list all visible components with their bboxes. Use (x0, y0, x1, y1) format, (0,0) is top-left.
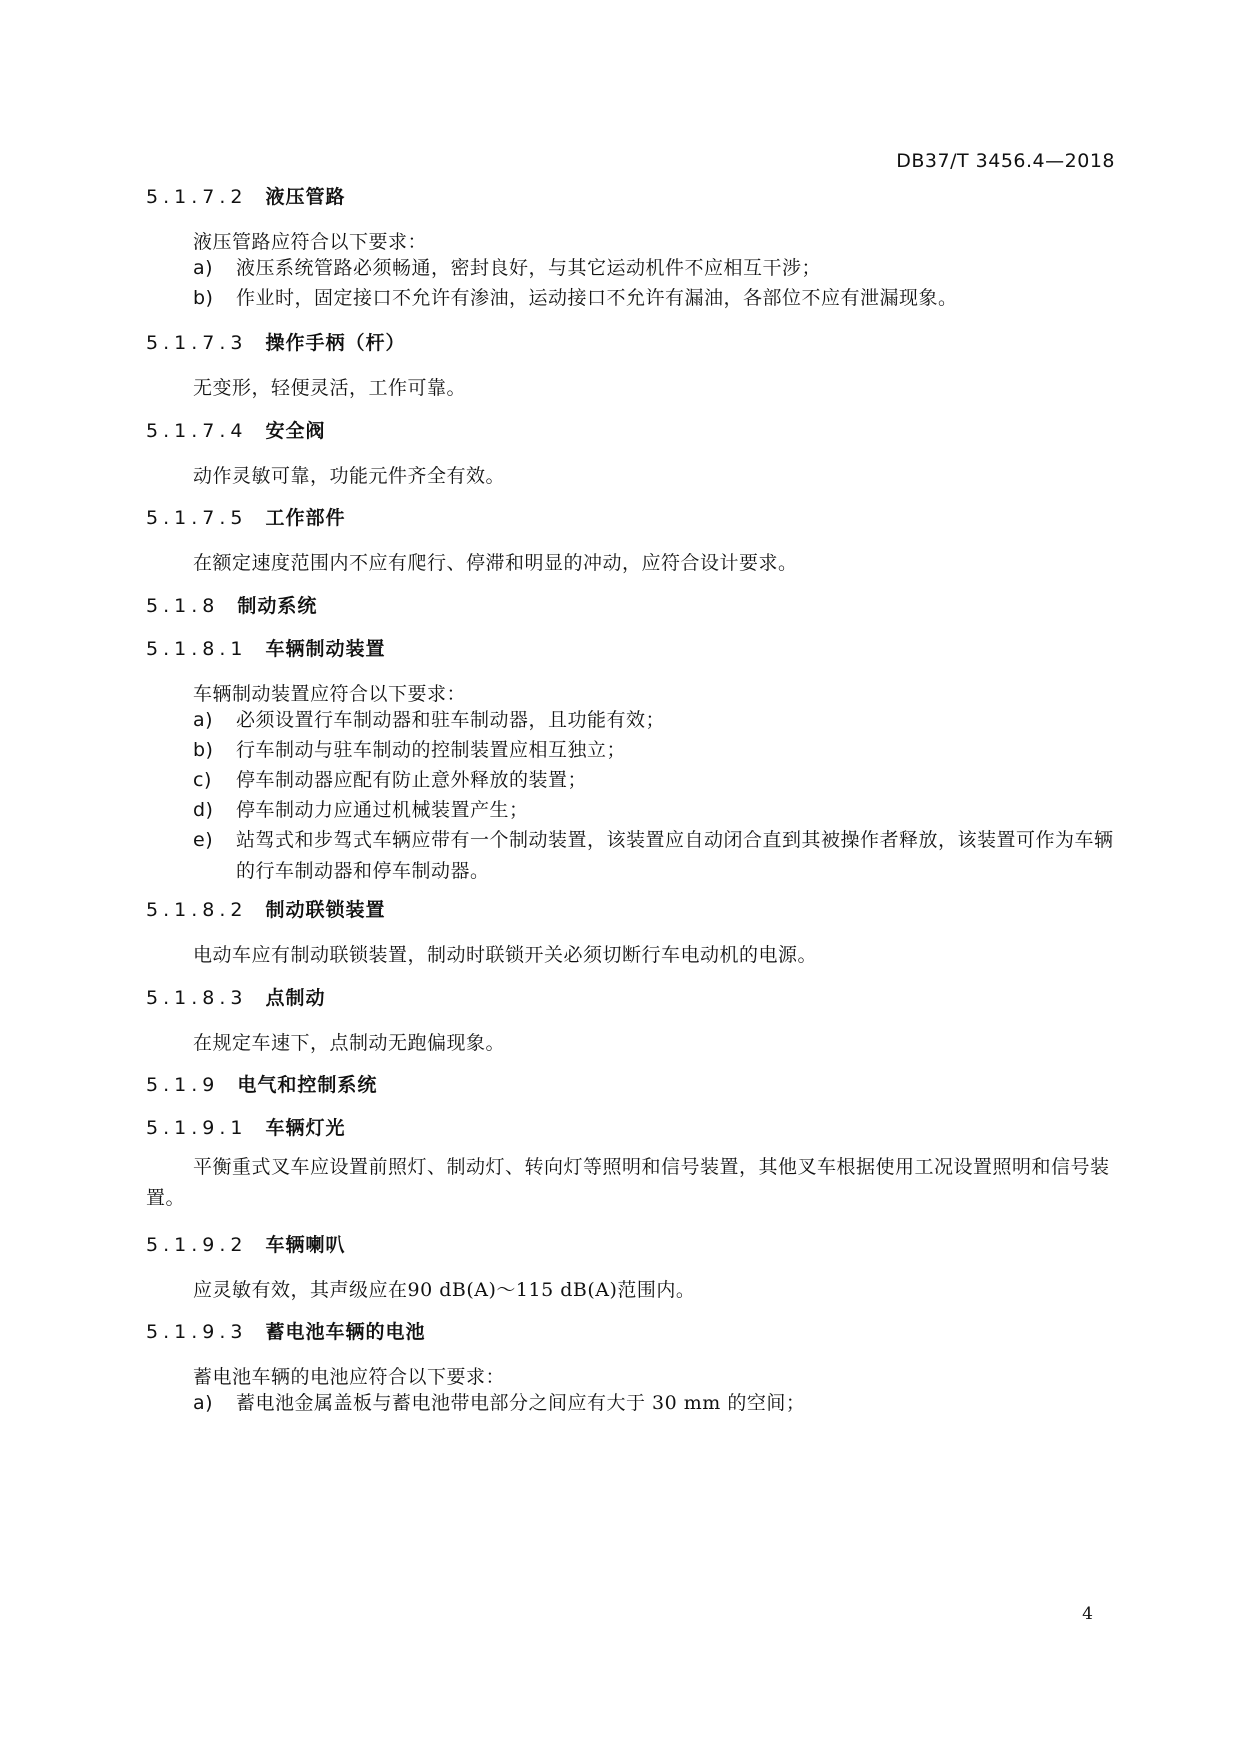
list-item (193, 1388, 1128, 1419)
list-label: c) (193, 769, 212, 791)
paragraph: 在规定车速下，点制动无跑偏现象。 (193, 1032, 506, 1054)
list-text: 液压系统管路必须畅通，密封良好，与其它运动机件不应相互干涉； (236, 257, 822, 279)
section-heading (146, 416, 326, 443)
list-text: 站驾式和步驾式车辆应带有一个制动装置，该装置应自动闭合直到其被操作者释放，该装置可作为车辆的行车制动器和停车制动器。 (236, 829, 1114, 882)
section-heading (146, 1070, 377, 1097)
list-item (193, 825, 1128, 887)
section-number: 5.1.8.3 (146, 987, 248, 1009)
paragraph: 液压管路应符合以下要求： (193, 231, 428, 253)
section-title: 电气和控制系统 (237, 1074, 378, 1096)
section-heading (146, 983, 326, 1010)
section-title: 液压管路 (265, 186, 346, 208)
section-number: 5.1.9 (146, 1074, 220, 1096)
list-text: 必须设置行车制动器和驻车制动器，且功能有效； (236, 709, 666, 731)
section-heading (146, 634, 386, 661)
section-number: 5.1.9.3 (146, 1321, 248, 1343)
section-heading (146, 1230, 346, 1257)
section-title: 车辆喇叭 (265, 1234, 346, 1256)
paragraph: 动作灵敏可靠，功能元件齐全有效。 (193, 465, 506, 487)
list-item (193, 735, 1128, 766)
list-item (193, 765, 1128, 796)
section-heading (146, 895, 386, 922)
paragraph: 车辆制动装置应符合以下要求： (193, 683, 467, 705)
list-text: 停车制动器应配有防止意外释放的装置； (236, 769, 588, 791)
section-title: 制动系统 (237, 595, 318, 617)
section-number: 5.1.8.1 (146, 638, 248, 660)
list-item (193, 795, 1128, 826)
paragraph: 应灵敏有效，其声级应在90 dB(A)～115 dB(A)范围内。 (193, 1279, 696, 1301)
list-item (193, 253, 1128, 284)
list-text: 行车制动与驻车制动的控制装置应相互独立； (236, 739, 627, 761)
section-number: 5.1.9.2 (146, 1234, 248, 1256)
list-label: d) (193, 799, 214, 821)
page-number: 4 (1082, 1604, 1093, 1624)
list-label: a) (193, 1392, 214, 1414)
section-heading (146, 1317, 426, 1344)
document-code: DB37/T 3456.4—2018 (896, 150, 1115, 172)
section-number: 5.1.8 (146, 595, 220, 617)
list-item (193, 705, 1128, 736)
section-heading (146, 182, 346, 209)
list-text: 停车制动力应通过机械装置产生； (236, 799, 529, 821)
section-heading (146, 1113, 346, 1140)
section-heading (146, 328, 406, 355)
paragraph: 平衡重式叉车应设置前照灯、制动灯、转向灯等照明和信号装置，其他叉车根据使用工况设置照明和信号装置。 (146, 1156, 1110, 1209)
paragraph: 无变形，轻便灵活，工作可靠。 (193, 377, 467, 399)
section-title: 安全阀 (265, 420, 326, 442)
section-number: 5.1.7.4 (146, 420, 248, 442)
list-label: a) (193, 709, 214, 731)
section-title: 车辆灯光 (265, 1117, 346, 1139)
section-number: 5.1.7.3 (146, 332, 248, 354)
section-number: 5.1.9.1 (146, 1117, 248, 1139)
section-title: 车辆制动装置 (265, 638, 386, 660)
list-label: b) (193, 739, 214, 761)
section-heading (146, 591, 317, 618)
section-title: 制动联锁装置 (265, 899, 386, 921)
paragraph: 蓄电池车辆的电池应符合以下要求： (193, 1366, 506, 1388)
paragraph: 在额定速度范围内不应有爬行、停滞和明显的冲动，应符合设计要求。 (193, 552, 798, 574)
section-number: 5.1.7.5 (146, 507, 248, 529)
section-heading (146, 503, 346, 530)
list-text: 蓄电池金属盖板与蓄电池带电部分之间应有大于 30 mm 的空间； (236, 1392, 806, 1414)
section-title: 操作手柄（杆） (265, 332, 406, 354)
list-label: a) (193, 257, 214, 279)
list-label: b) (193, 287, 214, 309)
section-title: 工作部件 (265, 507, 346, 529)
section-number: 5.1.8.2 (146, 899, 248, 921)
paragraph: 电动车应有制动联锁装置，制动时联锁开关必须切断行车电动机的电源。 (193, 944, 818, 966)
section-title: 点制动 (265, 987, 326, 1009)
section-number: 5.1.7.2 (146, 186, 248, 208)
list-label: e) (193, 829, 214, 851)
section-title: 蓄电池车辆的电池 (265, 1321, 426, 1343)
list-item (193, 283, 1128, 314)
list-text: 作业时，固定接口不允许有渗油，运动接口不允许有漏油，各部位不应有泄漏现象。 (236, 287, 958, 309)
